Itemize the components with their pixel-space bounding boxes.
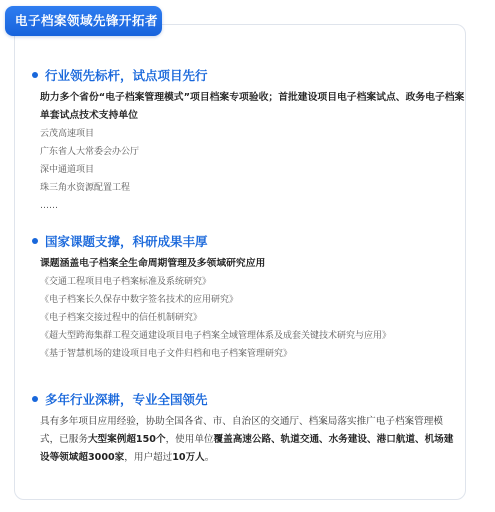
- list-item: 《超大型跨海集群工程交通建设项目电子档案全域管理体系及成套关键技术研究与应用》: [40, 331, 392, 341]
- bullet-dot-icon: [32, 238, 38, 244]
- body-text-highlight: 覆盖高速公路、轨道交通、水务建设、港口航道、机场建设等领域超3000家: [40, 434, 454, 463]
- section-title-text: 国家课题支撑，科研成果丰厚: [45, 234, 208, 249]
- bullet-dot-icon: [32, 72, 38, 78]
- body-text-highlight: 10万人: [172, 452, 205, 463]
- list-item: 《基于智慧机场的建设项目电子文件归档和电子档案管理研究》: [40, 349, 293, 359]
- list-item: 广东省人大常委会办公厅: [40, 147, 140, 157]
- list-item: 《电子档案交接过程中的信任机制研究》: [40, 313, 203, 323]
- section-title: [28, 66, 468, 84]
- section-industry-expertise: [28, 390, 468, 467]
- body-text-part: 具有多年项目应用经验，协助全国各省、市、自治区的交通厅、档案局落实推广电子档案管理模式，已服务: [40, 416, 443, 445]
- header-title-tab: 电子档案领域先锋开拓者: [5, 6, 162, 36]
- list-item: ……: [40, 201, 58, 211]
- list-item: 深中通道项目: [40, 165, 95, 175]
- bullet-dot-icon: [32, 396, 38, 402]
- body-text-part: ，用户超过: [124, 452, 173, 463]
- list-item: 《电子档案长久保存中数字签名技术的应用研究》: [40, 295, 239, 305]
- body-text-part: ，使用单位: [165, 434, 214, 445]
- section-title: [28, 390, 468, 408]
- body-text-part: 。: [204, 452, 215, 463]
- section-title-text: 多年行业深耕，专业全国领先: [45, 392, 208, 407]
- section-national-research: [28, 232, 468, 363]
- list-item: 《交通工程项目电子档案标准及系统研究》: [40, 277, 212, 287]
- section-lead: 助力多个省份“电子档案管理模式”项目档案专项验收；首批建设项目电子档案试点、政务电子档案单套试点技术支持单位: [40, 92, 465, 121]
- section-title-text: 行业领先标杆，试点项目先行: [45, 68, 208, 83]
- section-lead: 课题涵盖电子档案全生命周期管理及多领域研究应用: [40, 258, 266, 269]
- body-text-highlight: 大型案例超150个: [87, 434, 166, 445]
- list-item: 云茂高速项目: [40, 129, 95, 139]
- section-title: [28, 232, 468, 250]
- section-industry-leading: [28, 66, 468, 215]
- section-body-text: [28, 413, 462, 467]
- list-item: 珠三角水资源配置工程: [40, 183, 131, 193]
